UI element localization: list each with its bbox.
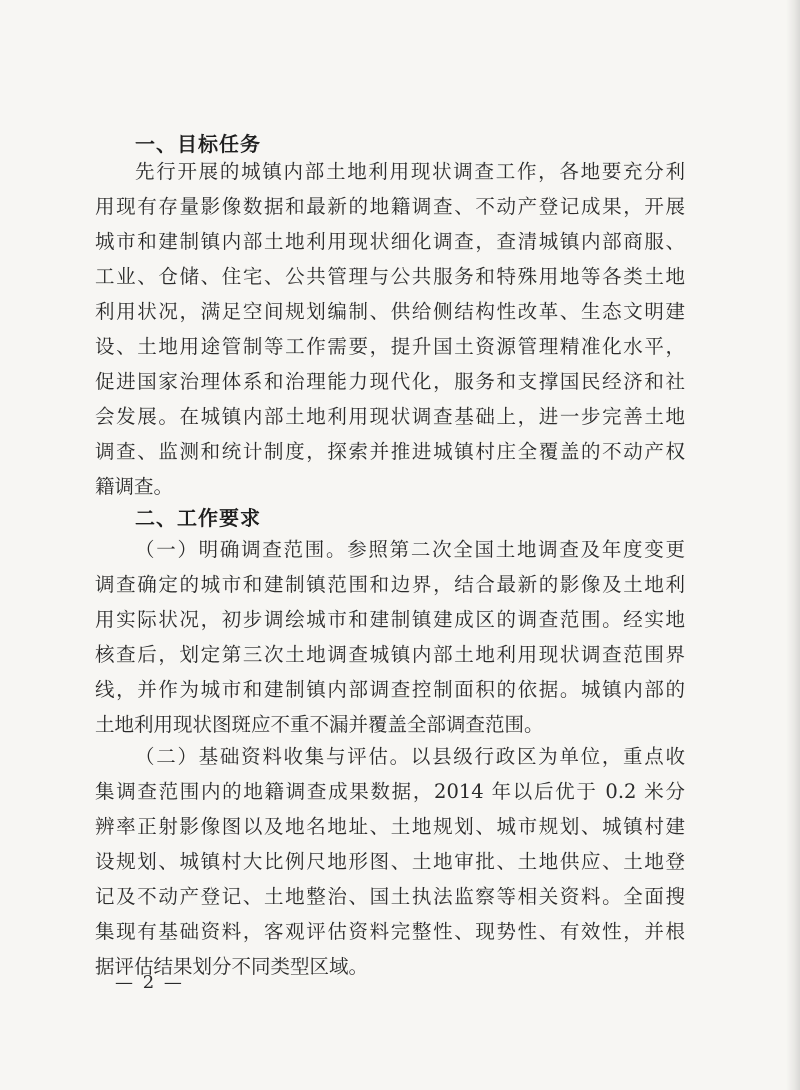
paragraph-line: 设、土地用途管制等工作需要，提升国土资源管理精准化水平， xyxy=(95,335,685,358)
paragraph-line: 核查后，划定第三次土地调查城镇内部土地利用现状调查范围界 xyxy=(95,643,685,666)
paragraph-line: 土地利用现状图斑应不重不漏并覆盖全部调查范围。 xyxy=(95,713,544,736)
paragraph-line: （一）明确调查范围。参照第二次全国土地调查及年度变更 xyxy=(135,538,685,561)
paragraph-line: 集现有基础资料，客观评估资料完整性、现势性、有效性，并根 xyxy=(95,920,685,943)
paragraph-line: 籍调查。 xyxy=(95,475,174,498)
paragraph-line: 集调查范围内的地籍调查成果数据，2014 年以后优于 0.2 米分 xyxy=(95,780,685,803)
paragraph-line: 利用状况，满足空间规划编制、供给侧结构性改革、生态文明建 xyxy=(95,300,685,323)
page-edge-shadow xyxy=(786,0,800,1090)
paragraph-line: 调查确定的城市和建制镇范围和边界，结合最新的影像及土地利 xyxy=(95,573,685,596)
section-heading-1: 一、目标任务 xyxy=(135,132,261,156)
page-number: — 2 — xyxy=(115,972,184,993)
paragraph-line: 线，并作为城市和建制镇内部调查控制面积的依据。城镇内部的 xyxy=(95,678,685,701)
paragraph-line: 工业、仓储、住宅、公共管理与公共服务和特殊用地等各类土地 xyxy=(95,265,685,288)
paragraph-line: 用现有存量影像数据和最新的地籍调查、不动产登记成果，开展 xyxy=(95,195,685,218)
paragraph-line: 城市和建制镇内部土地利用现状细化调查，查清城镇内部商服、 xyxy=(95,230,685,253)
section-heading-2: 二、工作要求 xyxy=(135,506,261,530)
paragraph-line: 辨率正射影像图以及地名地址、土地规划、城市规划、城镇村建 xyxy=(95,815,685,838)
paragraph-line: 先行开展的城镇内部土地利用现状调查工作，各地要充分利 xyxy=(135,160,685,183)
paragraph-line: 用实际状况，初步调绘城市和建制镇建成区的调查范围。经实地 xyxy=(95,608,685,631)
paragraph-line: 调查、监测和统计制度，探索并推进城镇村庄全覆盖的不动产权 xyxy=(95,440,685,463)
paragraph-line: 会发展。在城镇内部土地利用现状调查基础上，进一步完善土地 xyxy=(95,405,685,428)
paragraph-line: 设规划、城镇村大比例尺地形图、土地审批、土地供应、土地登 xyxy=(95,850,685,873)
paragraph-line: 据评估结果划分不同类型区域。 xyxy=(95,955,369,978)
paragraph-line: 记及不动产登记、土地整治、国土执法监察等相关资料。全面搜 xyxy=(95,885,685,908)
paragraph-line: 促进国家治理体系和治理能力现代化，服务和支撑国民经济和社 xyxy=(95,370,685,393)
paragraph-line: （二）基础资料收集与评估。以县级行政区为单位，重点收 xyxy=(135,745,685,768)
